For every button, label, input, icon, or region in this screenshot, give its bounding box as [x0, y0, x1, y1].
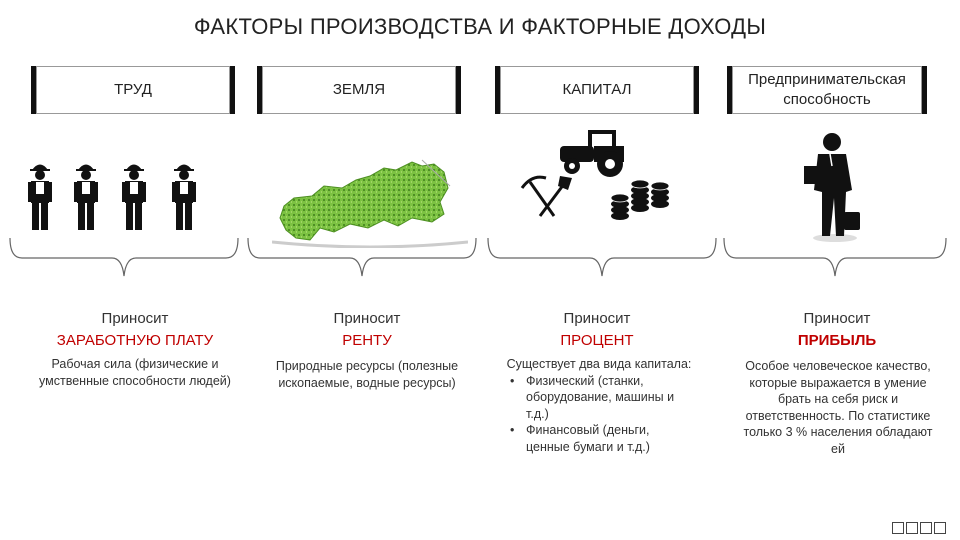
worker-icon [172, 165, 196, 231]
brace-labor [8, 238, 240, 278]
brace-capital [486, 238, 718, 278]
worker-icon [74, 165, 98, 231]
brings-label-capital: Приносит [563, 310, 631, 327]
brace-land [246, 238, 478, 278]
brings-label-land: Приносит [333, 310, 401, 327]
income-interest: ПРОЦЕНТ [560, 332, 634, 349]
workers-illustration [22, 160, 212, 234]
income-rent: РЕНТУ [342, 332, 392, 349]
share-icon[interactable] [920, 522, 932, 534]
list-item: • Физический (станки, оборудование, машины и т.д.) [526, 373, 692, 423]
factor-box-labor: ТРУД [36, 66, 230, 114]
worker-icon [122, 165, 146, 231]
factor-box-entrepreneurship: Предпринимательская способность [732, 66, 922, 114]
description-land: Природные ресурсы (полезные ископаемые, водные ресурсы) [275, 359, 459, 390]
share-icon[interactable] [892, 522, 904, 534]
description-entrepreneurship: Особое человеческое качество, которые выражается в умение брать на себя риск и ответственность. По статистике только 3 % населения обладают ей [743, 359, 933, 456]
brace-entrepreneurship [722, 238, 948, 278]
list-item: • Финансовый (деньги, ценные бумаги и т.д.) [526, 422, 692, 455]
brings-label-entrepreneurship: Приносит [803, 310, 871, 327]
description-capital [506, 356, 692, 455]
income-wage: ЗАРАБОТНУЮ ПЛАТУ [56, 332, 214, 349]
land-map-icon [272, 158, 468, 248]
capital-intro: Существует два вида капитала: [506, 357, 692, 371]
factor-box-capital: КАПИТАЛ [500, 66, 694, 114]
factor-box-land: ЗЕМЛЯ [262, 66, 456, 114]
share-icon[interactable] [934, 522, 946, 534]
businessman-icon [800, 126, 870, 244]
brings-label-labor: Приносит [101, 310, 169, 327]
page-title: ФАКТОРЫ ПРОИЗВОДСТВА И ФАКТОРНЫЕ ДОХОДЫ [193, 14, 767, 39]
income-profit: ПРИБЫЛЬ [797, 332, 877, 349]
footer-social-icons [892, 522, 946, 534]
worker-icon [28, 165, 52, 231]
capital-types-list [506, 373, 692, 456]
description-labor: Рабочая сила (физические и умственные способности людей) [39, 357, 231, 388]
capital-illustration [520, 126, 680, 226]
share-icon[interactable] [906, 522, 918, 534]
pickaxe-shovel-icon [522, 176, 572, 216]
coins-icon [611, 180, 669, 220]
tractor-icon [560, 132, 624, 177]
